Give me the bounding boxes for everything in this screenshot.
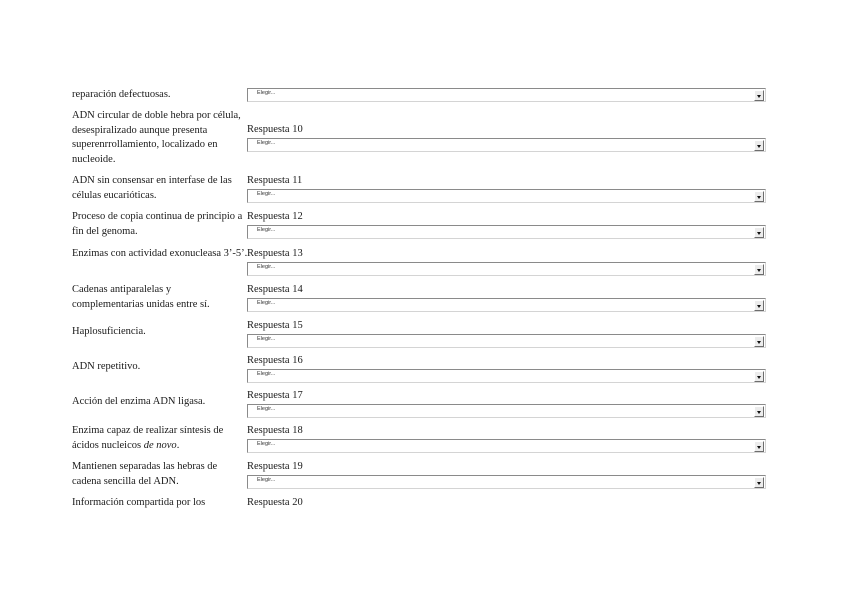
select-value: Elegir... — [257, 336, 276, 342]
response-label: Respuesta 20 — [247, 497, 303, 508]
question-text-italic: de novo — [143, 439, 177, 451]
select-value: Elegir... — [257, 90, 276, 96]
response-label: Respuesta 18 — [247, 425, 303, 436]
select-value: Elegir... — [257, 441, 276, 447]
chevron-down-icon[interactable] — [754, 406, 764, 417]
chevron-down-icon[interactable] — [754, 227, 764, 238]
response-label: Respuesta 16 — [247, 355, 303, 366]
select-value: Elegir... — [257, 140, 276, 146]
response-label: Respuesta 12 — [247, 211, 303, 222]
select-value: Elegir... — [257, 264, 276, 270]
response-label: Respuesta 13 — [247, 248, 303, 259]
response-label: Respuesta 14 — [247, 284, 303, 295]
question-text: Enzimas con actividad exonucleasa 3’-5’. — [72, 248, 248, 259]
chevron-down-icon[interactable] — [754, 90, 764, 101]
question-text — [72, 424, 244, 453]
response-label: Respuesta 19 — [247, 461, 303, 472]
select-value: Elegir... — [257, 191, 276, 197]
select-value: Elegir... — [257, 406, 276, 412]
answer-select[interactable] — [247, 439, 766, 453]
question-text: ADN sin consensar en interfase de las células eucarióticas. — [72, 175, 232, 201]
question-text: Haplosuficiencia. — [72, 326, 146, 337]
question-text: Cadenas antiparalelas y complementarias unidas entre sí. — [72, 284, 210, 310]
question-text: Proceso de copia continua de principio a fin del genoma. — [72, 211, 243, 237]
answer-select[interactable] — [247, 88, 766, 102]
answer-select[interactable] — [247, 189, 766, 203]
question-text: Información compartida por los — [72, 497, 206, 508]
chevron-down-icon[interactable] — [754, 477, 764, 488]
question-text-end: . — [176, 439, 180, 451]
answer-select[interactable] — [247, 138, 766, 152]
question-text: Acción del enzima ADN ligasa. — [72, 396, 206, 407]
chevron-down-icon[interactable] — [754, 441, 764, 452]
chevron-down-icon[interactable] — [754, 264, 764, 275]
answer-select[interactable] — [247, 225, 766, 239]
answer-select[interactable] — [247, 369, 766, 383]
select-value: Elegir... — [257, 300, 276, 306]
response-label: Respuesta 10 — [247, 124, 303, 135]
response-label: Respuesta 11 — [247, 175, 303, 186]
chevron-down-icon[interactable] — [754, 140, 764, 151]
select-value: Elegir... — [257, 477, 276, 483]
answer-select[interactable] — [247, 404, 766, 418]
question-text: Mantienen separadas las hebras de cadena sencilla del ADN. — [72, 461, 218, 487]
response-label: Respuesta 15 — [247, 320, 303, 331]
chevron-down-icon[interactable] — [754, 371, 764, 382]
select-value: Elegir... — [257, 371, 276, 377]
question-text: ADN repetitivo. — [72, 361, 141, 372]
question-text: ADN circular de doble hebra por célula, desespiralizado aunque presenta superenrrollamiento, localizado en nucleoide. — [72, 110, 241, 165]
answer-select[interactable] — [247, 298, 766, 312]
answer-select[interactable] — [247, 334, 766, 348]
answer-select[interactable] — [247, 262, 766, 276]
chevron-down-icon[interactable] — [754, 300, 764, 311]
chevron-down-icon[interactable] — [754, 336, 764, 347]
chevron-down-icon[interactable] — [754, 191, 764, 202]
answer-select[interactable] — [247, 475, 766, 489]
question-text: reparación defectuosas. — [72, 89, 171, 100]
response-label: Respuesta 17 — [247, 390, 303, 401]
question-text-start: Enzima capaz de realizar síntesis de ácidos nucleicos — [72, 425, 224, 451]
select-value: Elegir... — [257, 227, 276, 233]
